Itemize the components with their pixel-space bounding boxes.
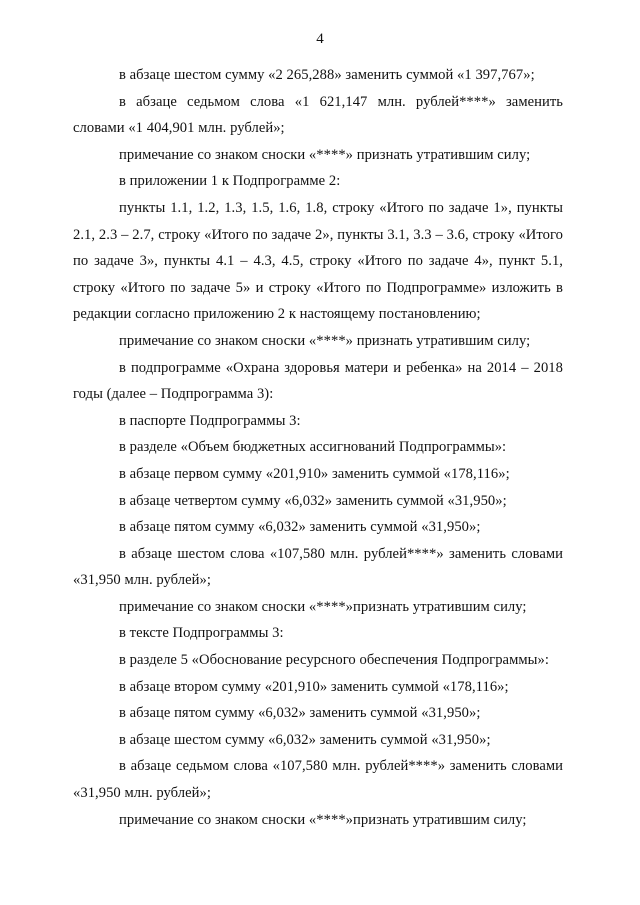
paragraph: в абзаце седьмом слова «107,580 млн. рублей****» заменить словами «31,950 млн. рублей»; xyxy=(73,758,563,802)
paragraph: в абзаце четвертом сумму «6,032» заменить суммой «31,950»; xyxy=(119,492,507,509)
paragraph: примечание со знаком сноски «****»признать утратившим силу; xyxy=(119,598,527,615)
document-body xyxy=(73,62,563,833)
paragraph: в подпрограмме «Охрана здоровья матери и ребенка» на 2014 – 2018 годы (далее – Подпрограмма 3): xyxy=(73,359,563,403)
paragraph: в абзаце пятом сумму «6,032» заменить суммой «31,950»; xyxy=(119,519,481,536)
paragraph: в абзаце пятом сумму «6,032» заменить суммой «31,950»; xyxy=(119,705,481,722)
paragraph: примечание со знаком сноски «****»признать утратившим силу; xyxy=(119,811,527,828)
paragraph: в абзаце седьмом слова «1 621,147 млн. рублей****» заменить словами «1 404,901 млн. рублей»; xyxy=(73,93,563,137)
paragraph: примечание со знаком сноски «****» признать утратившим силу; xyxy=(119,146,531,163)
paragraph: в абзаце шестом сумму «2 265,288» заменить суммой «1 397,767»; xyxy=(119,67,535,83)
paragraph: в абзаце втором сумму «201,910» заменить суммой «178,116»; xyxy=(119,678,509,695)
paragraph: примечание со знаком сноски «****» признать утратившим силу; xyxy=(119,332,531,349)
page-number: 4 xyxy=(316,31,324,47)
paragraph: пункты 1.1, 1.2, 1.3, 1.5, 1.6, 1.8, строку «Итого по задаче 1», пункты 2.1, 2.3 – 2.7, строку «Итого по задаче 2», пункты 3.1, 3.3 – 3.6, строку «Итого по задаче 3», пункты 4.1 – 4.3, 4.5, строку «Итого по задаче 4», пункт 5.1, строку «Итого по задаче 5» и строку «Итого по Подпрограмме» изложить в редакции согласно приложению 2 к настоящему постановлению; xyxy=(73,199,563,323)
paragraph: в абзаце шестом слова «107,580 млн. рублей****» заменить словами «31,950 млн. рублей»; xyxy=(73,545,563,589)
paragraph: в приложении 1 к Подпрограмме 2: xyxy=(119,173,341,190)
paragraph: в тексте Подпрограммы 3: xyxy=(119,625,284,642)
paragraph: в абзаце шестом сумму «6,032» заменить суммой «31,950»; xyxy=(119,731,491,748)
paragraph: в разделе 5 «Обоснование ресурсного обеспечения Подпрограммы»: xyxy=(119,652,549,669)
paragraph: в паспорте Подпрограммы 3: xyxy=(119,412,301,429)
paragraph: в разделе «Объем бюджетных ассигнований Подпрограммы»: xyxy=(119,439,507,456)
paragraph: в абзаце первом сумму «201,910» заменить суммой «178,116»; xyxy=(119,465,510,482)
